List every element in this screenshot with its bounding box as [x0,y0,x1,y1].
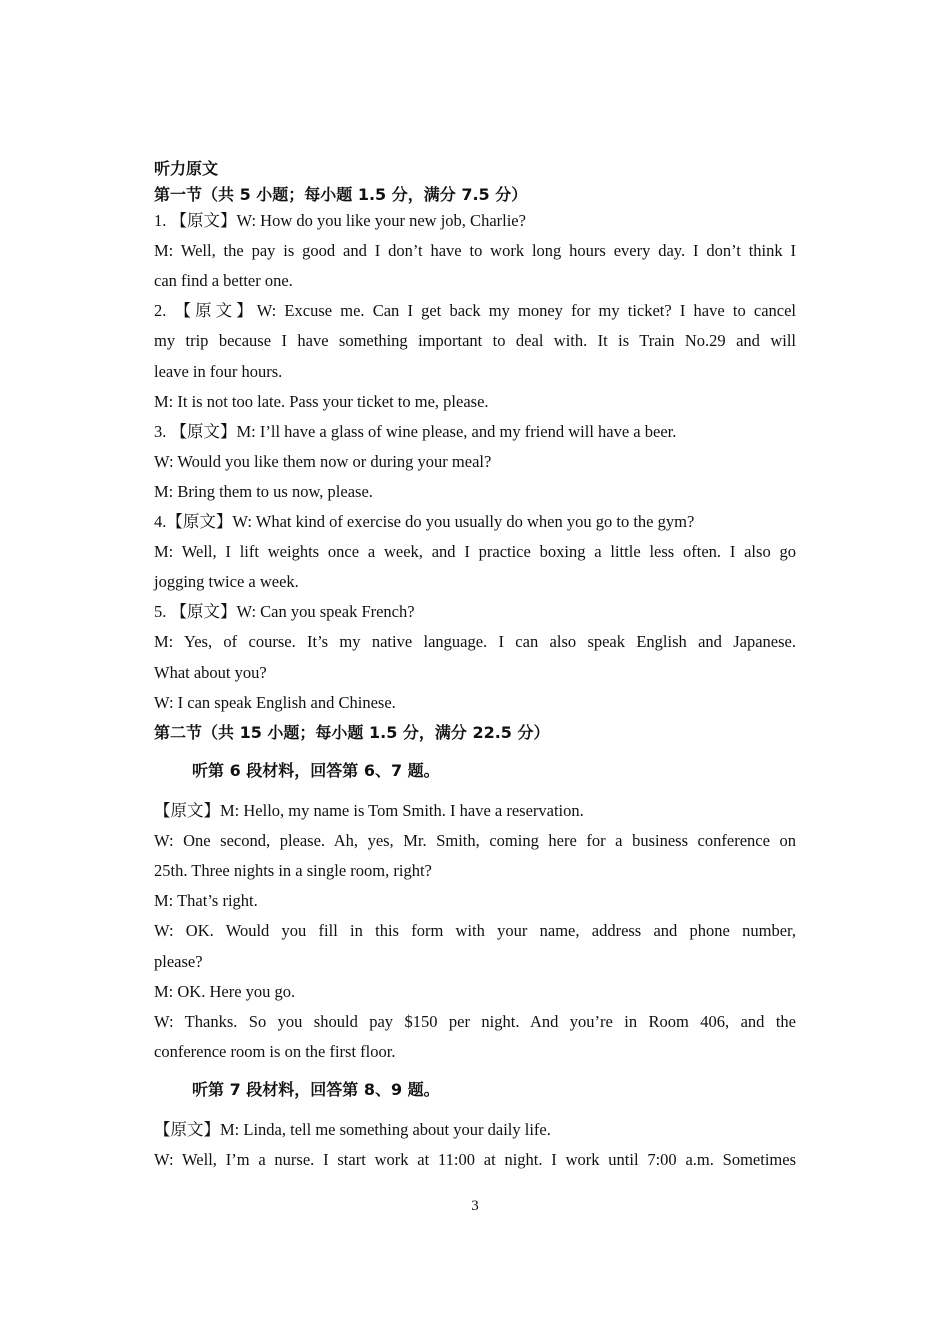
heading: 听力原文 [154,159,219,178]
text-line: 5. 【原文】W: Can you speak French? [154,602,415,622]
text-line: W: Thanks. So you should pay $150 per night. And you’re in Room 406, and the [154,1011,796,1031]
text-line: M: It is not too late. Pass your ticket to me, please. [154,391,489,411]
section2-part2-title: 听第 7 段材料，回答第 8、9 题。 [192,1080,440,1099]
text-line: my trip because I have something important to deal with. It is Train No.29 and will [154,331,796,351]
text-line: M: Yes, of course. It’s my native language. I can also speak English and Japanese. [154,632,796,652]
text-line: can find a better one. [154,271,293,291]
page-number: 3 [471,1198,479,1214]
text-line: conference room is on the first floor. [154,1041,396,1061]
text-line: jogging twice a week. [154,572,299,592]
text-line: please? [154,951,203,971]
text-line: 4.【原文】W: What kind of exercise do you usually do when you go to the gym? [154,512,695,531]
text-line: W: Well, I’m a nurse. I start work at 11:00 at night. I work until 7:00 a.m. Sometimes [154,1150,796,1170]
section2-title: 第二节（共 15 小题；每小题 1.5 分，满分 22.5 分） [154,723,550,742]
text-line: M: Well, the pay is good and I don’t have to work long hours every day. I don’t think I [154,241,796,261]
text-line: leave in four hours. [154,361,283,381]
text-line: M: Bring them to us now, please. [154,481,373,501]
text-line: 【原文】M: Linda, tell me something about your daily life. [154,1120,551,1139]
text-line: W: OK. Would you fill in this form with your name, address and phone number, [154,921,796,941]
text-line: What about you? [154,662,267,682]
text-line: W: One second, please. Ah, yes, Mr. Smith, coming here for a business conference on [154,831,796,851]
text-line: 【原文】M: Hello, my name is Tom Smith. I have a reservation. [154,801,584,820]
text-line: 1. 【原文】W: How do you like your new job, Charlie? [154,211,526,230]
text-line: M: OK. Here you go. [154,981,296,1001]
section2-part1-title: 听第 6 段材料，回答第 6、7 题。 [192,761,440,780]
text-line: 25th. Three nights in a single room, right? [154,861,432,881]
text-line: M: That’s right. [154,891,258,911]
text-line: 3. 【原文】M: I’ll have a glass of wine please, and my friend will have a beer. [154,421,677,441]
text-line: W: Would you like them now or during your meal? [154,451,492,471]
section1-title: 第一节（共 5 小题；每小题 1.5 分，满分 7.5 分） [154,185,528,204]
text-line: 2. 【原文】W: Excuse me. Can I get back my money for my ticket? I have to cancel [154,301,796,321]
text-line: W: I can speak English and Chinese. [154,692,396,712]
text-line: M: Well, I lift weights once a week, and I practice boxing a little less often. I also go [154,542,796,562]
